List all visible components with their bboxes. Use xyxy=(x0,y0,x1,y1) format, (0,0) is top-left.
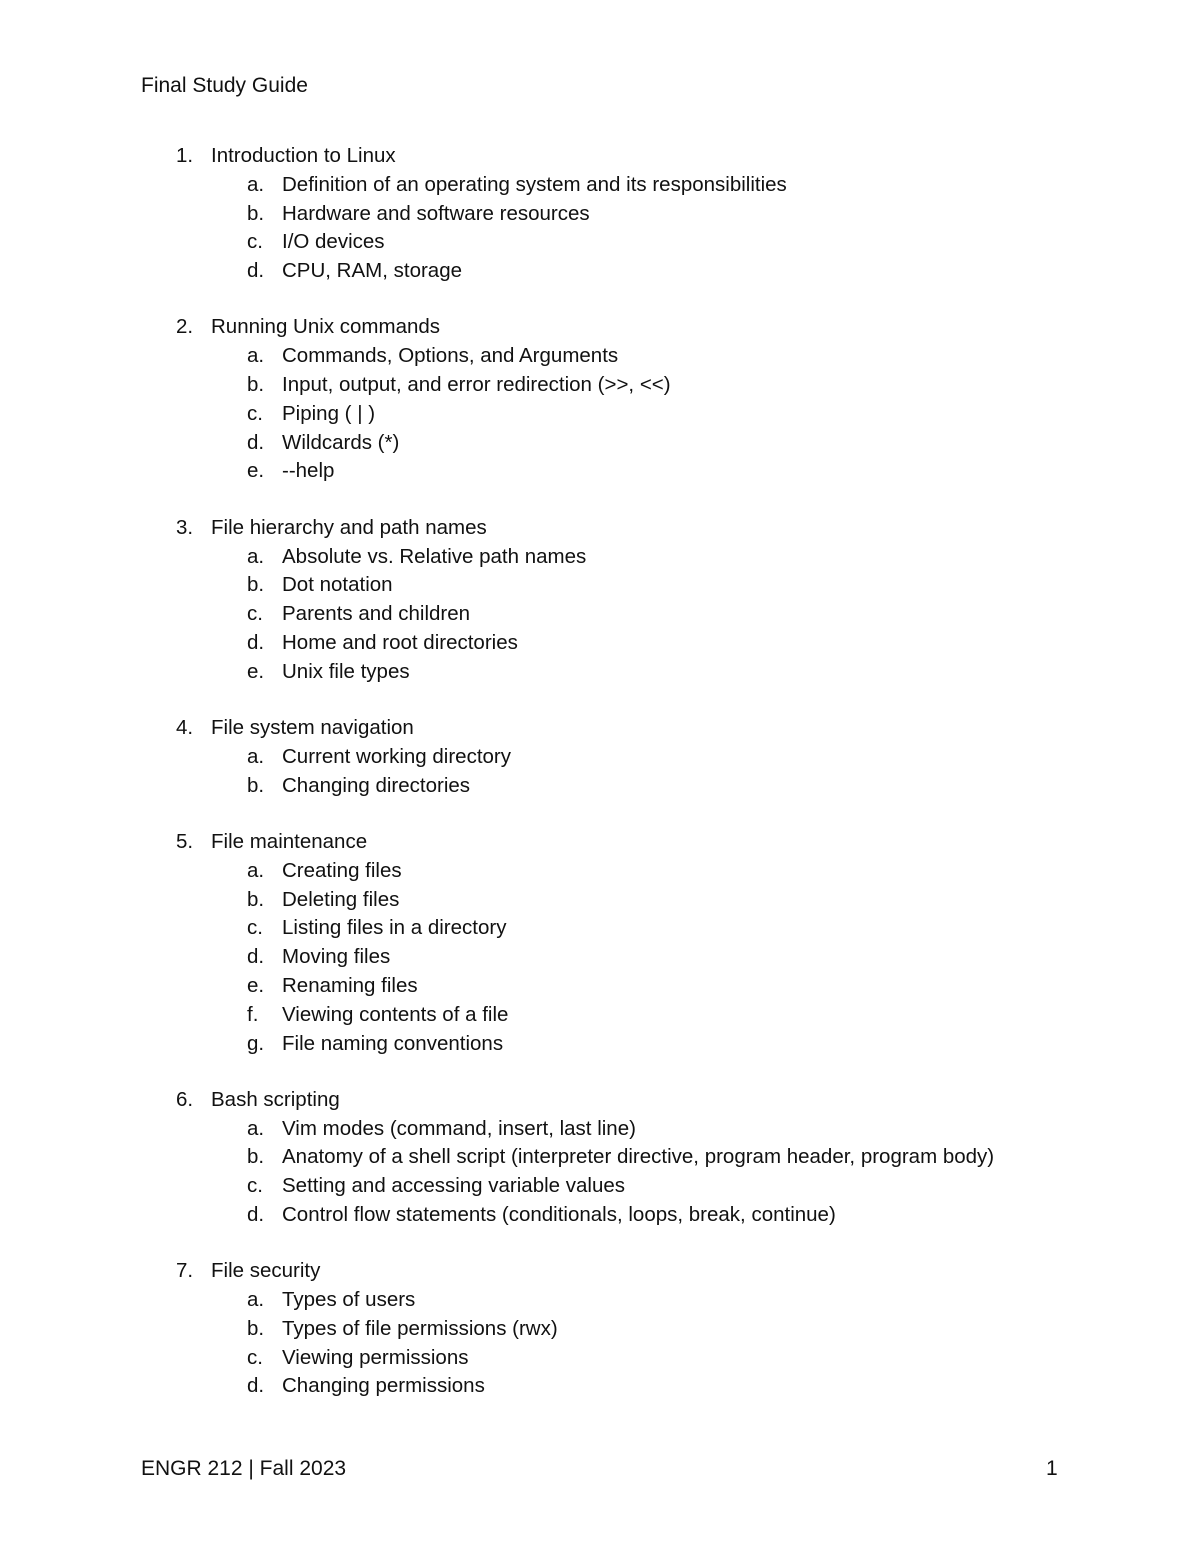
section-number: 6. xyxy=(176,1087,194,1111)
study-guide-outline xyxy=(0,142,1200,1429)
list-item-text: Hardware and software resources xyxy=(282,201,590,225)
list-item-text: Parents and children xyxy=(282,602,471,626)
list-item-letter: a. xyxy=(247,858,265,882)
list-item xyxy=(0,658,1200,687)
footer-page-number: 1 xyxy=(1046,1457,1058,1480)
outline-section xyxy=(0,714,1200,800)
list-item xyxy=(0,1001,1200,1030)
list-item-letter: g. xyxy=(247,1031,265,1055)
list-item-letter: b. xyxy=(247,573,265,597)
list-item xyxy=(0,972,1200,1001)
list-item-letter: c. xyxy=(247,1345,263,1369)
list-item xyxy=(0,1372,1200,1401)
section-title: Introduction to Linux xyxy=(211,144,396,167)
list-item xyxy=(0,943,1200,972)
footer-course-term: ENGR 212 | Fall 2023 xyxy=(141,1457,347,1480)
list-item-text: Viewing permissions xyxy=(282,1345,469,1369)
section-number: 2. xyxy=(176,315,194,339)
section-title: Bash scripting xyxy=(211,1087,340,1111)
list-item-text: Home and root directories xyxy=(282,630,518,654)
section-heading xyxy=(0,1086,1200,1115)
section-number: 4. xyxy=(176,716,194,740)
list-item-letter: c. xyxy=(247,401,263,425)
list-item-letter: d. xyxy=(247,430,265,454)
list-item-letter: c. xyxy=(247,1174,263,1198)
page-title: Final Study Guide xyxy=(141,74,308,97)
section-title: File hierarchy and path names xyxy=(211,515,487,539)
list-item xyxy=(0,543,1200,572)
section-heading xyxy=(0,514,1200,543)
list-item-letter: d. xyxy=(247,945,265,969)
list-item xyxy=(0,857,1200,886)
list-item xyxy=(0,200,1200,229)
section-heading xyxy=(0,1257,1200,1286)
list-item-text: Current working directory xyxy=(282,744,511,768)
list-item-text: Types of users xyxy=(282,1288,416,1312)
list-item xyxy=(0,571,1200,600)
list-item xyxy=(0,429,1200,458)
list-item-text: Deleting files xyxy=(282,887,400,911)
list-item-text: Changing permissions xyxy=(282,1374,485,1398)
list-item xyxy=(0,1201,1200,1230)
list-item xyxy=(0,914,1200,943)
list-item-letter: b. xyxy=(247,773,265,797)
list-item-text: Creating files xyxy=(282,858,402,882)
list-item-text: Viewing contents of a file xyxy=(282,1002,509,1026)
list-item-text: Vim modes (command, insert, last line) xyxy=(282,1116,636,1140)
section-number: 3. xyxy=(176,515,194,539)
list-item-letter: c. xyxy=(247,230,263,254)
list-item-text: Listing files in a directory xyxy=(282,916,507,940)
list-item xyxy=(0,371,1200,400)
list-item-text: Dot notation xyxy=(282,573,393,597)
outline-section xyxy=(0,1257,1200,1401)
section-heading xyxy=(0,714,1200,743)
list-item xyxy=(0,342,1200,371)
list-item-letter: e. xyxy=(247,659,265,683)
list-item-letter: d. xyxy=(247,630,265,654)
list-item-letter: b. xyxy=(247,201,265,225)
list-item-text: Setting and accessing variable values xyxy=(282,1174,626,1198)
list-item-text: --help xyxy=(282,459,335,483)
outline-section xyxy=(0,313,1200,486)
list-item-text: Wildcards (*) xyxy=(282,430,400,454)
list-item-text: Changing directories xyxy=(282,773,471,797)
list-item xyxy=(0,1143,1200,1172)
list-item-text: Piping ( | ) xyxy=(282,401,376,425)
list-item xyxy=(0,457,1200,486)
list-item-letter: b. xyxy=(247,1316,265,1340)
list-item-text: CPU, RAM, storage xyxy=(282,259,462,283)
list-item-text: Unix file types xyxy=(282,659,410,683)
list-item-text: I/O devices xyxy=(282,230,385,254)
list-item xyxy=(0,743,1200,772)
list-item-letter: a. xyxy=(247,172,265,196)
list-item xyxy=(0,228,1200,257)
section-title: File system navigation xyxy=(211,716,414,740)
list-item xyxy=(0,257,1200,286)
list-item-letter: b. xyxy=(247,887,265,911)
section-heading xyxy=(0,142,1200,171)
section-heading xyxy=(0,313,1200,342)
list-item-letter: e. xyxy=(247,459,265,483)
section-title: Running Unix commands xyxy=(211,315,441,339)
section-title: File maintenance xyxy=(211,829,368,853)
list-item-letter: d. xyxy=(247,259,265,283)
list-item-letter: a. xyxy=(247,344,265,368)
section-number: 1. xyxy=(176,144,194,167)
list-item xyxy=(0,400,1200,429)
section-title: File security xyxy=(211,1259,321,1283)
outline-section xyxy=(0,514,1200,687)
list-item xyxy=(0,600,1200,629)
list-item xyxy=(0,1344,1200,1373)
list-item-letter: a. xyxy=(247,544,265,568)
list-item-letter: a. xyxy=(247,1116,265,1140)
list-item xyxy=(0,886,1200,915)
list-item-text: File naming conventions xyxy=(282,1031,504,1055)
list-item-letter: d. xyxy=(247,1203,265,1226)
list-item-letter: a. xyxy=(247,744,265,768)
list-item-text: Input, output, and error redirection (>>, <<) xyxy=(282,373,671,397)
list-item-letter: c. xyxy=(247,602,263,626)
list-item-letter: b. xyxy=(247,1145,265,1169)
section-number: 7. xyxy=(176,1259,194,1283)
list-item-letter: d. xyxy=(247,1374,265,1398)
section-heading xyxy=(0,828,1200,857)
list-item xyxy=(0,1315,1200,1344)
list-item-text: Types of file permissions (rwx) xyxy=(282,1316,558,1340)
list-item xyxy=(0,1286,1200,1315)
section-number: 5. xyxy=(176,829,194,853)
outline-section xyxy=(0,1086,1200,1230)
list-item xyxy=(0,1172,1200,1201)
list-item-letter: b. xyxy=(247,373,265,397)
list-item-text: Renaming files xyxy=(282,973,418,997)
list-item-text: Absolute vs. Relative path names xyxy=(282,544,587,568)
list-item xyxy=(0,1115,1200,1144)
list-item-letter: e. xyxy=(247,973,265,997)
list-item xyxy=(0,629,1200,658)
outline-section xyxy=(0,828,1200,1058)
list-item xyxy=(0,1030,1200,1059)
outline-section xyxy=(0,142,1200,286)
list-item-text: Control flow statements (conditionals, loops, break, continue) xyxy=(282,1203,836,1226)
list-item-text: Moving files xyxy=(282,945,391,969)
list-item-text: Anatomy of a shell script (interpreter directive, program header, program body) xyxy=(282,1145,995,1169)
list-item-letter: c. xyxy=(247,916,263,940)
list-item-letter: f. xyxy=(247,1002,259,1026)
list-item-text: Definition of an operating system and its responsibilities xyxy=(282,172,787,196)
list-item-text: Commands, Options, and Arguments xyxy=(282,344,619,368)
list-item xyxy=(0,772,1200,801)
list-item xyxy=(0,171,1200,200)
list-item-letter: a. xyxy=(247,1288,265,1312)
